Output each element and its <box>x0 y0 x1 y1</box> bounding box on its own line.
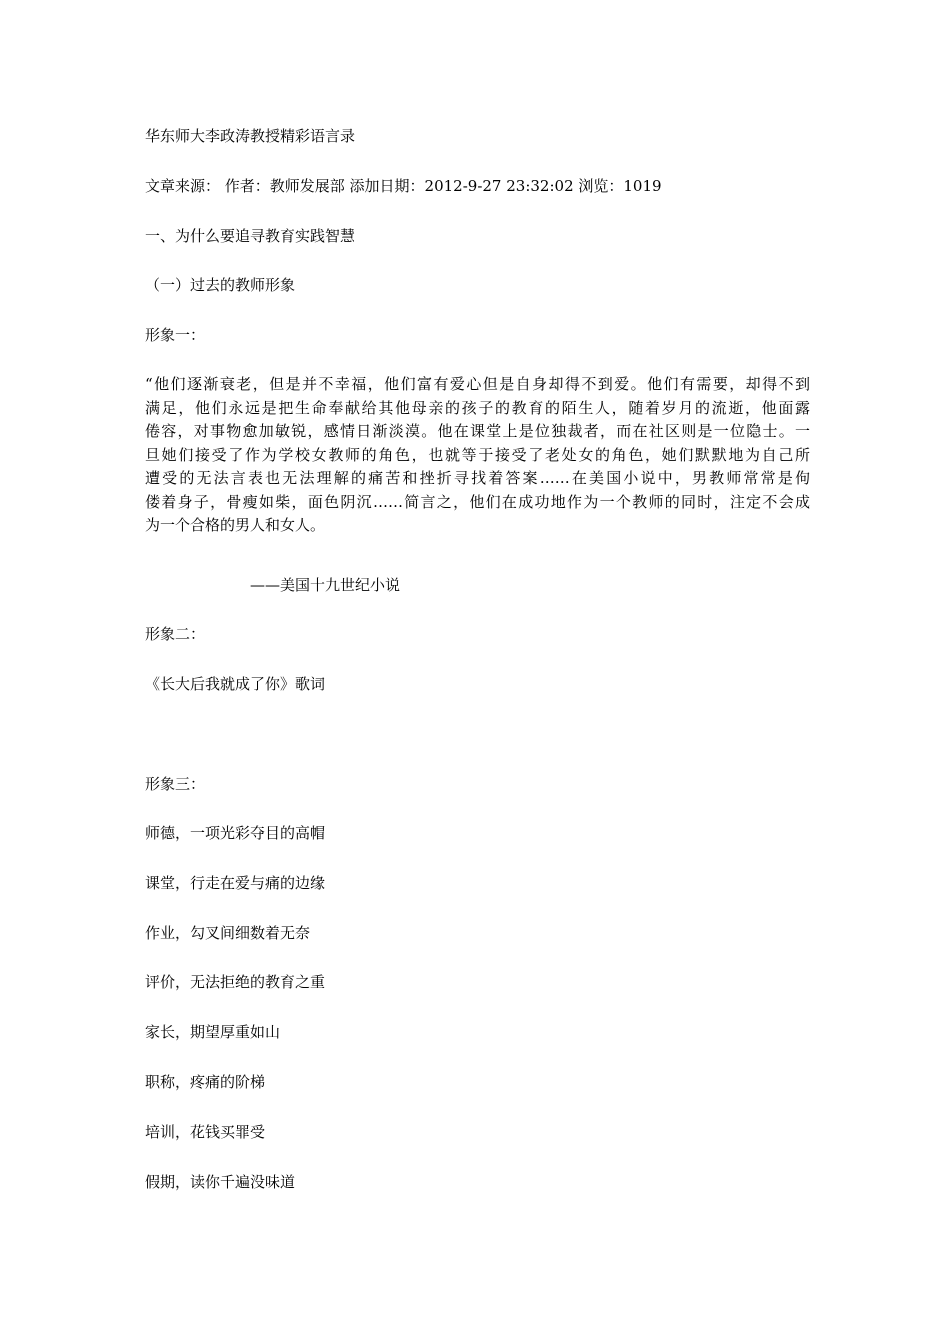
image-one-label: 形象一： <box>145 326 206 344</box>
quote-line: 遭受的无法言表也无法理解的痛苦和挫折寻找着答案……在美国小说中，男教师常常是佝 <box>145 469 810 487</box>
list-item: 作业，勾叉间细数着无奈 <box>145 924 311 942</box>
quote-line: 偻着身子，骨瘦如柴，面色阴沉……简言之，他们在成功地作为一个教师的同时，注定不会成 <box>145 492 810 511</box>
list-item: 培训，花钱买罪受 <box>145 1123 266 1141</box>
image-one-quote <box>145 373 810 538</box>
list-item: 假期，读你千遍没味道 <box>145 1173 296 1191</box>
image-three-label: 形象三： <box>145 775 206 793</box>
quote-line: 旦她们接受了作为学校女教师的角色，也就等于接受了老处女的角色，她们默默地为自己所 <box>145 445 810 464</box>
quote-line: 倦容，对事物愈加敏锐，感情日渐淡漠。他在课堂上是位独裁者，而在社区则是一位隐士。一 <box>145 422 810 440</box>
list-item: 课堂，行走在爱与痛的边缘 <box>145 874 326 892</box>
list-item: 职称，疼痛的阶梯 <box>145 1073 266 1091</box>
document-title: 华东师大李政涛教授精彩语言录 <box>145 127 356 145</box>
subsection-heading: （一）过去的教师形象 <box>145 276 296 294</box>
lyric-reference: 《长大后我就成了你》歌词 <box>145 675 326 693</box>
section-heading: 一、为什么要追寻教育实践智慧 <box>145 227 356 245</box>
list-item: 家长，期望厚重如山 <box>145 1023 281 1041</box>
image-two-label: 形象二： <box>145 625 206 643</box>
quote-line: 满足，他们永远是把生命奉献给其他母亲的孩子的教育的陌生人，随着岁月的流逝，他面露 <box>145 398 810 417</box>
quote-line: “他们逐渐衰老，但是并不幸福，他们富有爱心但是自身却得不到爱。他们有需要，却得不到 <box>145 375 810 393</box>
list-item: 师德，一项光彩夺目的高帽 <box>145 824 326 842</box>
quote-line: 为一个合格的男人和女人。 <box>145 516 326 534</box>
article-meta-line: 文章来源： 作者：教师发展部 添加日期：2012-9-27 23:32:02 浏览：1019 <box>145 177 662 195</box>
list-item: 评价，无法拒绝的教育之重 <box>145 973 326 991</box>
quote-attribution: ——美国十九世纪小说 <box>250 576 401 594</box>
